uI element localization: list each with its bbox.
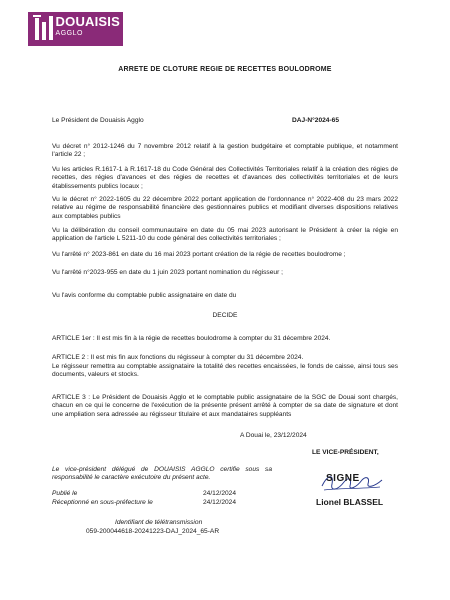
logo-subtitle: AGGLO — [55, 30, 83, 37]
publie-label: Publié le — [52, 490, 78, 497]
certification-text: Le vice-président délégué de DOUAISIS AGGLO certifie sous sa responsabilité le caractère exécutoire du présent acte. — [52, 466, 272, 482]
teletransmission-id: 059-200044618-20241223-DAJ_2024_65-AR — [86, 528, 220, 535]
decide-heading: DECIDE — [212, 312, 238, 319]
article-3: ARTICLE 3 : Le Président de Douaisis Agglo et le comptable public assignataire de la SGC de Douai sont chargés, chacun en ce qui le concerne de l'exécution de la présente présent arrêté à compter de sa date de signature et dont une ampliation sera adressée au régisseur titulaire et aux mandataires suppléants — [52, 394, 398, 418]
signatory-name: Lionel BLASSEL — [316, 497, 384, 507]
vu-decret-2012: Vu décret n° 2012-1246 du 7 novembre 2012 relatif à la gestion budgétaire et comptable publique, et notamment l'article 22 ; — [52, 143, 398, 159]
vu-deliberation: Vu la délibération du conseil communautaire en date du 05 mai 2023 autorisant le Président à créer la régie en application de l'article L 5211-10 du code général des collectivités territoriales ; — [52, 227, 398, 243]
logo-mark-icon — [28, 12, 53, 46]
douaisis-agglo-logo — [28, 12, 123, 46]
vu-arrete-nomination: Vu l'arrêté n°2023-955 en date du 1 juin 2023 portant nomination du régisseur ; — [52, 269, 283, 276]
publie-date: 24/12/2024 — [203, 490, 237, 497]
issuer-label: Le Président de Douaisis Agglo — [52, 117, 144, 124]
reference-number: DAJ-N°2024-65 — [292, 117, 339, 124]
signed-stamp: SIGNE — [326, 473, 360, 484]
article-1: ARTICLE 1er : Il est mis fin à la régie de recettes boulodrome à compter du 31 décembre 2024. — [52, 335, 331, 342]
document-title: ARRETE DE CLOTURE REGIE DE RECETTES BOULODROME — [118, 66, 332, 73]
vu-articles-cgct: Vu les articles R.1617-1 à R.1617-18 du Code Général des Collectivités Territoriales relatif à la création des régies de recettes, des régies d'avances et des régies de recettes et d'avances des collectivités territoriales et de leurs établissements publics locaux ; — [52, 166, 398, 190]
article-2-detail: Le régisseur remettra au comptable assignataire la totalité des recettes encaissées, le fonds de caisse, ainsi tous ses documents, valeurs et stocks. — [52, 363, 398, 379]
vu-decret-2022: Vu le décret n° 2022-1605 du 22 décembre 2022 portant application de l'ordonnance n° 2022-408 du 23 mars 2022 relative au régime de responsabilité financière des gestionnaires publics et modifiant diverses dispositions relatives aux comptables publics — [52, 196, 398, 220]
recu-label: Réceptionné en sous-préfecture le — [52, 499, 153, 506]
teletransmission-label: Identifiant de télétransmission — [115, 519, 203, 526]
signatory-role: LE VICE-PRÉSIDENT, — [312, 449, 379, 456]
article-2: ARTICLE 2 : Il est mis fin aux fonctions du régisseur à compter du 31 décembre 2024. — [52, 354, 304, 361]
recu-date: 24/12/2024 — [203, 499, 237, 506]
place-date: A Douai le, 23/12/2024 — [240, 432, 307, 439]
vu-avis-comptable: Vu l'avis conforme du comptable public assignataire en date du — [52, 292, 237, 299]
logo-title: DOUAISIS — [55, 14, 120, 29]
vu-arrete-creation: Vu l'arrêté n° 2023-861 en date du 16 mai 2023 portant création de la régie de recettes boulodrome ; — [52, 251, 346, 258]
